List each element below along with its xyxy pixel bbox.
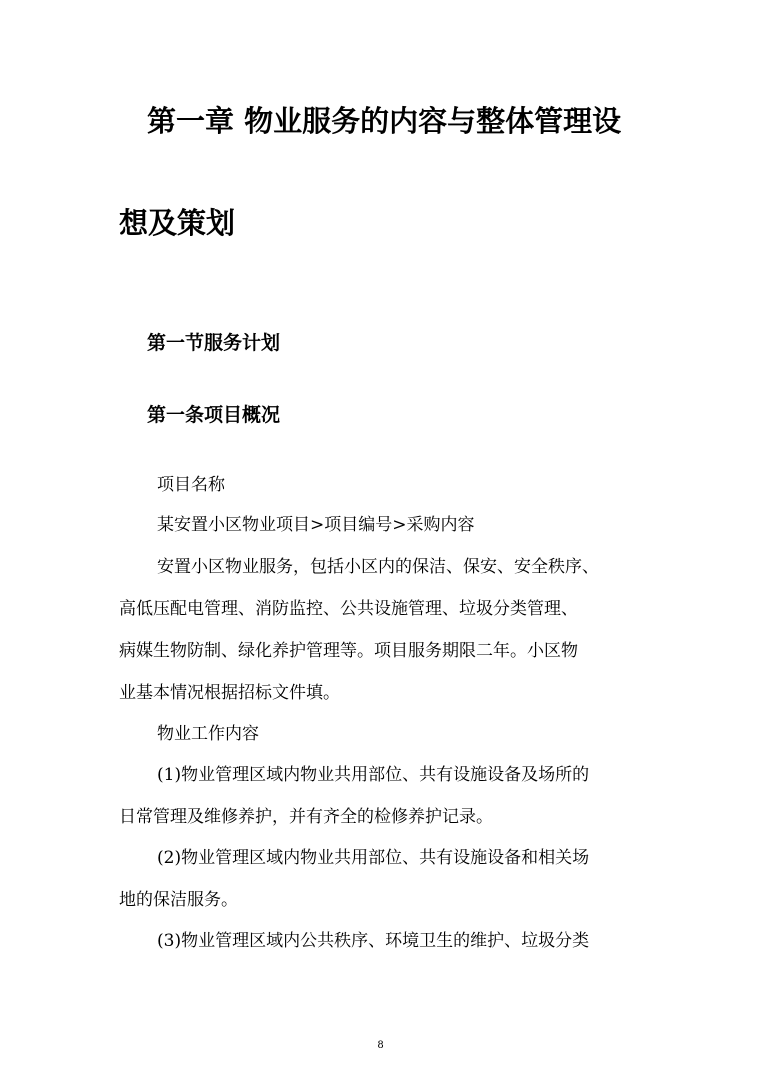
page-number: 8 xyxy=(377,1040,384,1051)
body-line-item-3a: (3)物业管理区域内公共秩序、环境卫生的维护、垃圾分类 xyxy=(157,931,590,951)
article-heading: 第一条项目概况 xyxy=(147,404,281,426)
body-line-scope-3: 病媒生物防制、绿化养护管理等。项目服务期限二年。小区物 xyxy=(119,641,578,661)
body-line-scope-4: 业基本情况根据招标文件填。 xyxy=(119,683,340,703)
body-line-item-1a: (1)物业管理区域内物业共用部位、共有设施设备及场所的 xyxy=(157,765,590,785)
body-line-project-name: 项目名称 xyxy=(157,475,225,495)
body-line-item-1b: 日常管理及维修养护，并有齐全的检修养护记录。 xyxy=(119,807,493,827)
section-heading: 第一节服务计划 xyxy=(147,332,281,354)
body-line-work-content: 物业工作内容 xyxy=(157,724,259,744)
body-line-item-2a: (2)物业管理区域内物业共用部位、共有设施设备和相关场 xyxy=(157,848,590,868)
chapter-title-line-2: 想及策划 xyxy=(119,206,236,240)
body-line-scope-1: 安置小区物业服务，包括小区内的保洁、保安、安全秩序、 xyxy=(157,557,599,577)
chapter-title-line-1: 第一章 物业服务的内容与整体管理设 xyxy=(147,104,622,138)
body-line-scope-2: 高低压配电管理、消防监控、公共设施管理、垃圾分类管理、 xyxy=(119,599,578,619)
body-line-project-id: 某安置小区物业项目>项目编号>采购内容 xyxy=(157,515,475,535)
body-line-item-2b: 地的保洁服务。 xyxy=(119,890,238,910)
